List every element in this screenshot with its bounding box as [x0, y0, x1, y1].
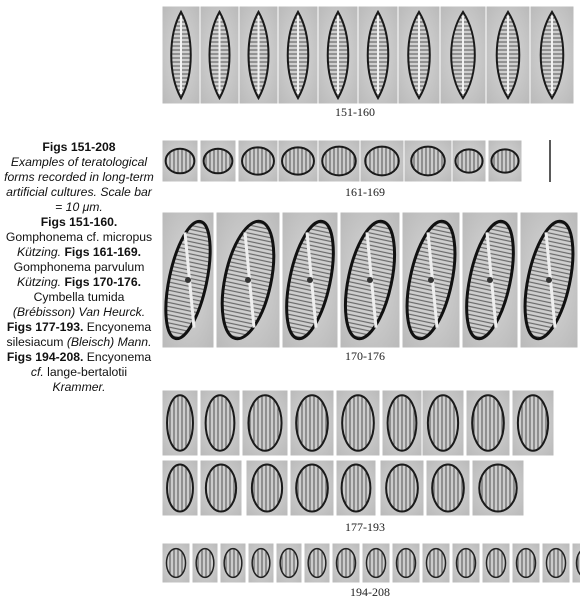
caption-species-2: Gomphonema parvulum — [13, 260, 145, 274]
fig-185 — [512, 390, 554, 456]
caption-species-4: Encyonema silesiacum — [6, 320, 152, 349]
fig-191 — [380, 460, 424, 516]
fig-167 — [404, 140, 452, 182]
fig-154 — [278, 6, 318, 104]
fig-202 — [392, 543, 420, 583]
caption-species-1: Gomphonema cf. micropus — [5, 230, 153, 244]
fig-152 — [200, 6, 239, 104]
group-label-151-160: 151-160 — [335, 105, 375, 119]
fig-181 — [336, 390, 380, 456]
fig-170 — [157, 212, 219, 348]
caption-description: Examples of teratological forms recorded in long-term artificial cultures. Scale bar = 10 μm. — [4, 155, 154, 214]
fig-159 — [486, 6, 530, 104]
fig-189 — [290, 460, 334, 516]
fig-165 — [318, 140, 360, 182]
fig-158 — [440, 6, 486, 104]
fig-193 — [472, 460, 524, 516]
caption-author-5: Krammer. — [52, 380, 106, 394]
group-label-170-176: 170-176 — [345, 349, 385, 363]
fig-173 — [336, 212, 403, 348]
fig-163 — [238, 140, 278, 182]
caption-species-5b: lange-bertalotii — [47, 365, 128, 379]
group-label-177-193: 177-193 — [345, 520, 385, 534]
fig-164 — [278, 140, 318, 182]
fig-203 — [422, 543, 450, 583]
caption-author-4: (Bleisch) Mann. — [66, 335, 152, 349]
fig-190 — [336, 460, 376, 516]
fig-157 — [398, 6, 440, 104]
fig-177 — [162, 390, 198, 456]
fig-196 — [220, 543, 246, 583]
fig-160 — [530, 6, 574, 104]
fig-192 — [426, 460, 470, 516]
fig-155 — [318, 6, 358, 104]
caption-title: Figs 151-208 — [42, 140, 116, 154]
caption-author-3: (Brébisson) Van Heurck. — [12, 305, 146, 319]
fig-183 — [422, 390, 464, 456]
caption-species-5a: Encyonema — [86, 350, 152, 364]
caption-species-3: Cymbella tumida — [33, 290, 125, 304]
fig-184 — [466, 390, 510, 456]
fig-197 — [248, 543, 274, 583]
fig-168 — [452, 140, 486, 182]
fig-179 — [242, 390, 288, 456]
fig-180 — [290, 390, 334, 456]
fig-175 — [458, 212, 522, 348]
caption-fig-range-3: Figs 170-176. — [64, 275, 141, 289]
group-label-194-208: 194-208 — [350, 585, 390, 599]
fig-161 — [162, 140, 198, 182]
fig-200 — [332, 543, 360, 583]
fig-182 — [382, 390, 422, 456]
fig-205 — [482, 543, 510, 583]
fig-166 — [360, 140, 404, 182]
fig-187 — [200, 460, 242, 516]
fig-171 — [213, 212, 283, 348]
fig-151 — [162, 6, 200, 104]
fig-194 — [162, 543, 190, 583]
fig-198 — [276, 543, 302, 583]
caption-fig-range-2: Figs 161-169. — [64, 245, 141, 259]
caption-fig-range-4: Figs 177-193. — [6, 320, 84, 334]
fig-195 — [192, 543, 218, 583]
fig-174 — [398, 212, 464, 348]
fig-201 — [362, 543, 390, 583]
fig-169 — [488, 140, 522, 182]
caption-author-2: Kützing. — [17, 275, 62, 289]
fig-178 — [200, 390, 240, 456]
fig-156 — [358, 6, 398, 104]
fig-162 — [200, 140, 236, 182]
fig-172 — [278, 212, 342, 348]
caption-fig-range-5: Figs 194-208. — [6, 350, 84, 364]
fig-199 — [304, 543, 330, 583]
caption-fig-range-1: Figs 151-160. — [40, 215, 118, 229]
fig-188 — [246, 460, 288, 516]
caption-author-1: Kützing. — [17, 245, 62, 259]
fig-153 — [239, 6, 278, 104]
fig-186 — [162, 460, 198, 516]
fig-208 — [572, 543, 580, 583]
fig-176 — [516, 212, 580, 348]
caption-cf: cf. — [30, 365, 44, 379]
fig-204 — [452, 543, 480, 583]
fig-206 — [512, 543, 540, 583]
group-label-161-169: 161-169 — [345, 185, 385, 199]
fig-207 — [542, 543, 570, 583]
